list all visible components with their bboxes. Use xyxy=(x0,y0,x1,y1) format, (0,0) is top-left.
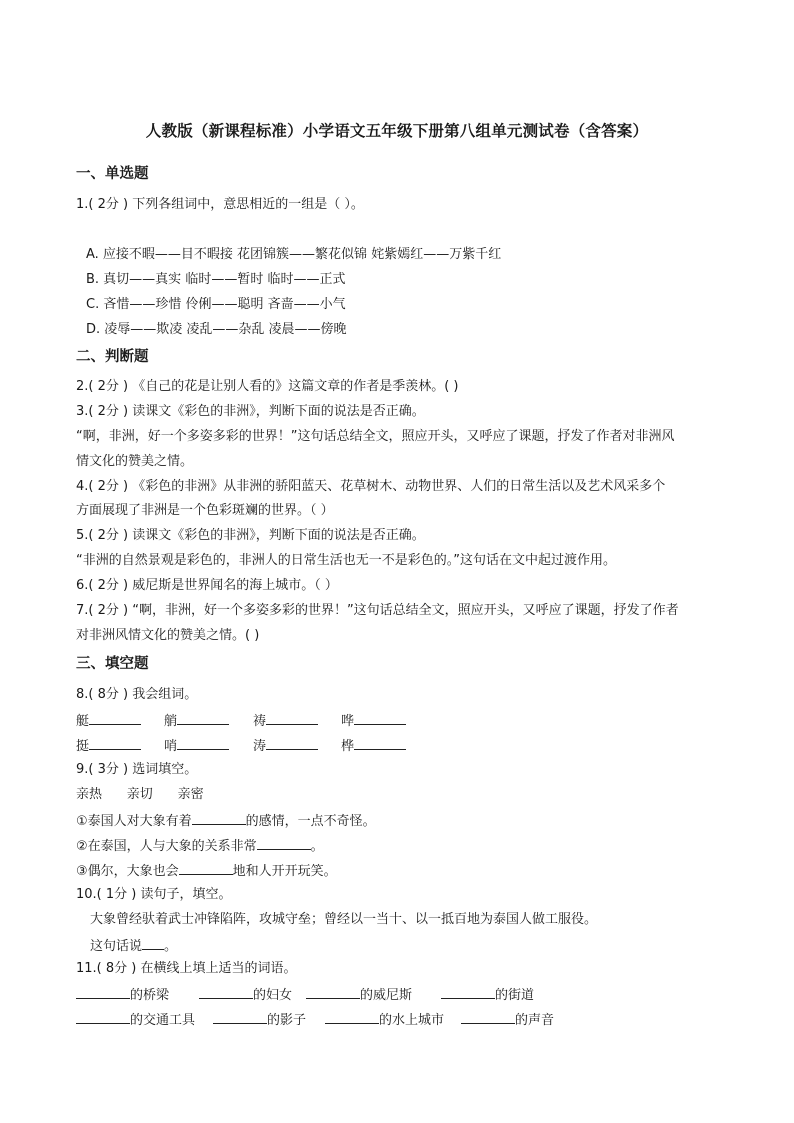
word-blank-item: 涛 xyxy=(253,736,318,756)
answer-blank[interactable] xyxy=(199,985,253,999)
answer-blank[interactable] xyxy=(192,811,246,825)
answer-blank[interactable] xyxy=(142,936,164,950)
word-blank-item: 艄 xyxy=(164,711,229,731)
question-9-stem: 9.( 3分 ) 选词填空。 xyxy=(76,762,198,777)
question-2: 2.( 2分 ) 《自己的花是让别人看的》这篇文章的作者是季羡林。( ) xyxy=(76,379,459,394)
question-3-line-1: “啊，非洲，好一个多姿多彩的世界！”这句话总结全文，照应开头，又呼应了课题，抒发了作者对非洲风 xyxy=(76,429,675,444)
answer-blank[interactable] xyxy=(76,985,130,999)
phrase-blank-item: 的桥梁 xyxy=(76,985,169,1005)
question-11-stem: 11.( 8分 ) 在横线上填上适当的词语。 xyxy=(76,961,297,976)
phrase-blank-item: 的影子 xyxy=(213,1010,306,1030)
question-1-stem: 1.( 2分 ) 下列各组词中，意思相近的一组是（ ）。 xyxy=(76,197,364,212)
answer-blank[interactable] xyxy=(213,1010,267,1024)
phrase-blank-item: 的街道 xyxy=(441,985,534,1005)
page-title: 人教版（新课程标准）小学语文五年级下册第八组单元测试卷（含答案） xyxy=(145,122,649,140)
section-heading-fill-in: 三、填空题 xyxy=(76,656,149,672)
question-1-option-d: D. 凌辱——欺凌 凌乱——杂乱 凌晨——傍晚 xyxy=(86,322,347,337)
question-7-line-1: 7.( 2分 ) “啊，非洲，好一个多姿多彩的世界！”这句话总结全文，照应开头，又呼应了课题，抒发了作者 xyxy=(76,603,679,618)
answer-blank[interactable] xyxy=(325,1010,379,1024)
answer-blank[interactable] xyxy=(266,736,318,750)
answer-blank[interactable] xyxy=(306,985,360,999)
word-blank-item: 挺 xyxy=(76,736,141,756)
phrase-blank-item: 的妇女 xyxy=(199,985,292,1005)
word-blank-item: 哗 xyxy=(341,711,406,731)
question-7-line-2: 对非洲风情文化的赞美之情。( ) xyxy=(76,628,260,643)
answer-blank[interactable] xyxy=(179,861,233,875)
question-5-line-1: “非洲的自然景观是彩色的，非洲人的日常生活也无一不是彩色的。”这句话在文中起过渡作用。 xyxy=(76,553,616,568)
phrase-blank-item: 的交通工具 xyxy=(76,1010,195,1030)
phrase-blank-item: 的威尼斯 xyxy=(306,985,412,1005)
question-4-line-2: 方面展现了非洲是一个色彩斑斓的世界。（ ） xyxy=(76,503,334,518)
word-blank-item: 哨 xyxy=(164,736,229,756)
question-3-line-2: 情文化的赞美之情。 xyxy=(76,454,194,469)
answer-blank[interactable] xyxy=(177,711,229,725)
word-blank-item: 桦 xyxy=(341,736,406,756)
question-1-option-c: C. 吝惜——珍惜 伶俐——聪明 吝啬——小气 xyxy=(86,297,346,312)
answer-blank[interactable] xyxy=(441,985,495,999)
question-3-stem: 3.( 2分 ) 读课文《彩色的非洲》，判断下面的说法是否正确。 xyxy=(76,404,425,419)
answer-blank[interactable] xyxy=(89,736,141,750)
question-4-line-1: 4.( 2分 ) 《彩色的非洲》从非洲的骄阳蓝天、花草树木、动物世界、人们的日常生活以及艺术风采多个 xyxy=(76,479,666,494)
answer-blank[interactable] xyxy=(89,711,141,725)
question-1-option-b: B. 真切——真实 临时——暂时 临时——正式 xyxy=(86,272,346,287)
answer-blank[interactable] xyxy=(76,1010,130,1024)
question-9-sentence-2: ②在泰国，人与大象的关系非常 。 xyxy=(76,836,324,856)
question-1-option-a: A. 应接不暇——目不暇接 花团锦簇——繁花似锦 姹紫嫣红——万紫千红 xyxy=(86,247,502,262)
section-heading-true-false: 二、判断题 xyxy=(76,349,149,365)
phrase-blank-item: 的声音 xyxy=(461,1010,554,1030)
question-9-sentence-3: ③偶尔，大象也会 地和人开开玩笑。 xyxy=(76,861,337,881)
question-10-stem: 10.( 1分 ) 读句子，填空。 xyxy=(76,887,232,902)
question-5-stem: 5.( 2分 ) 读课文《彩色的非洲》，判断下面的说法是否正确。 xyxy=(76,528,425,543)
phrase-blank-item: 的水上城市 xyxy=(325,1010,444,1030)
question-10-prompt: 这句话说 。 xyxy=(90,936,177,956)
answer-blank[interactable] xyxy=(354,736,406,750)
question-9-word-choices: 亲热 亲切 亲密 xyxy=(76,787,204,802)
answer-blank[interactable] xyxy=(257,836,311,850)
question-6: 6.( 2分 ) 威尼斯是世界闻名的海上城市。（ ） xyxy=(76,578,338,593)
word-blank-item: 祷 xyxy=(253,711,318,731)
answer-blank[interactable] xyxy=(266,711,318,725)
section-heading-single-choice: 一、单选题 xyxy=(76,166,149,182)
answer-blank[interactable] xyxy=(177,736,229,750)
answer-blank[interactable] xyxy=(354,711,406,725)
word-blank-item: 艇 xyxy=(76,711,141,731)
question-8-stem: 8.( 8分 ) 我会组词。 xyxy=(76,687,198,702)
question-9-sentence-1: ①泰国人对大象有着 的感情，一点不奇怪。 xyxy=(76,811,376,831)
answer-blank[interactable] xyxy=(461,1010,515,1024)
question-10-passage: 大象曾经驮着武士冲锋陷阵，攻城守垒；曾经以一当十、以一抵百地为泰国人做工服役。 xyxy=(90,912,598,927)
